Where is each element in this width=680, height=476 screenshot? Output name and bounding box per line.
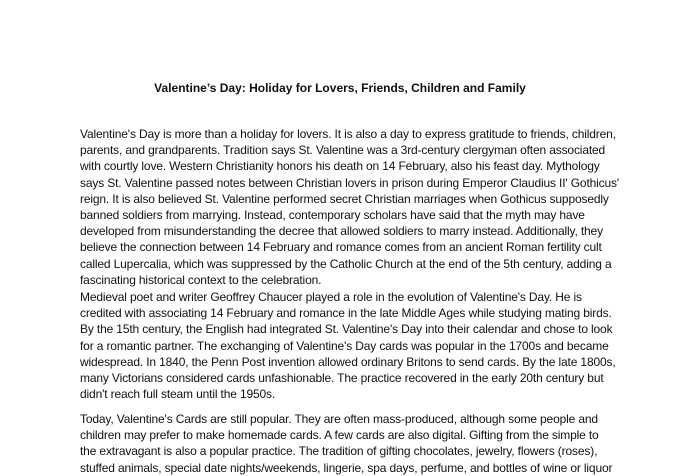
paragraph-line: says St. Valentine passed notes between Christian lovers in prison during Emperor Claudius II' Gothicus' bbox=[80, 175, 620, 190]
paragraph-line: for a romantic partner. The exchanging of Valentine's Day cards was popular in the 1700s and became bbox=[80, 338, 609, 353]
paragraph-today bbox=[80, 411, 613, 476]
paragraph-origins bbox=[80, 126, 620, 288]
paragraph-line: parents, and grandparents. Tradition says St. Valentine was a 3rd-century clergyman often associated bbox=[80, 143, 606, 158]
paragraph-line: banned soldiers from marrying. Instead, contemporary scholars have said that the myth may have bbox=[80, 208, 585, 223]
document-title: Valentine’s Day: Holiday for Lovers, Friends, Children and Family bbox=[154, 81, 526, 95]
paragraph-line: widespread. In 1840, the Penn Post invention allowed ordinary Britons to send cards. By the late 1800s, bbox=[80, 354, 616, 369]
paragraph-line: called Lupercalia, which was suppressed by the Catholic Church at the end of the 5th century, adding a bbox=[80, 256, 612, 271]
paragraph-line: reign. It is also believed St. Valentine performed secret Christian marriages when Gothicus supposedly bbox=[80, 191, 609, 206]
paragraph-line: Today, Valentine's Cards are still popular. They are often mass-produced, although some people and bbox=[80, 412, 598, 426]
paragraph-line: Valentine's Day is more than a holiday for lovers. It is also a day to express gratitude to friends, children, bbox=[80, 127, 616, 141]
paragraph-line: fascinating historical context to the celebration. bbox=[80, 272, 322, 287]
paragraph-line: stuffed animals, special date nights/weekends, lingerie, spa days, perfume, and bottles of wine or liquor bbox=[80, 460, 613, 475]
paragraph-chaucer bbox=[80, 289, 616, 402]
paragraph-line: didn't reach full steam until the 1950s. bbox=[80, 387, 276, 402]
paragraph-line: Medieval poet and writer Geoffrey Chaucer played a role in the evolution of Valentine's Day. He is bbox=[80, 290, 582, 304]
paragraph-line: developed from misunderstanding the decree that allowed soldiers to marry instead. Additionally, they bbox=[80, 224, 603, 239]
paragraph-line: believe the connection between 14 February and romance comes from an ancient Roman fertility cult bbox=[80, 240, 602, 255]
paragraph-line: with courtly love. Western Christianity honors his death on 14 February, also his feast day. Mythology bbox=[80, 159, 600, 174]
paragraph-line: credited with associating 14 February and romance in the late Middle Ages while studying mating birds. bbox=[80, 306, 612, 321]
paragraph-line: the extravagant is also a popular practice. The tradition of gifting chocolates, jewelry, flowers (roses), bbox=[80, 444, 598, 459]
paragraph-line: By the 15th century, the English had integrated St. Valentine's Day into their calendar and chose to look bbox=[80, 322, 613, 337]
paragraph-line: children may prefer to make homemade cards. A few cards are also digital. Gifting from the simple to bbox=[80, 428, 599, 443]
paragraph-line: many Victorians considered cards unfashionable. The practice recovered in the early 20th century but bbox=[80, 371, 604, 386]
